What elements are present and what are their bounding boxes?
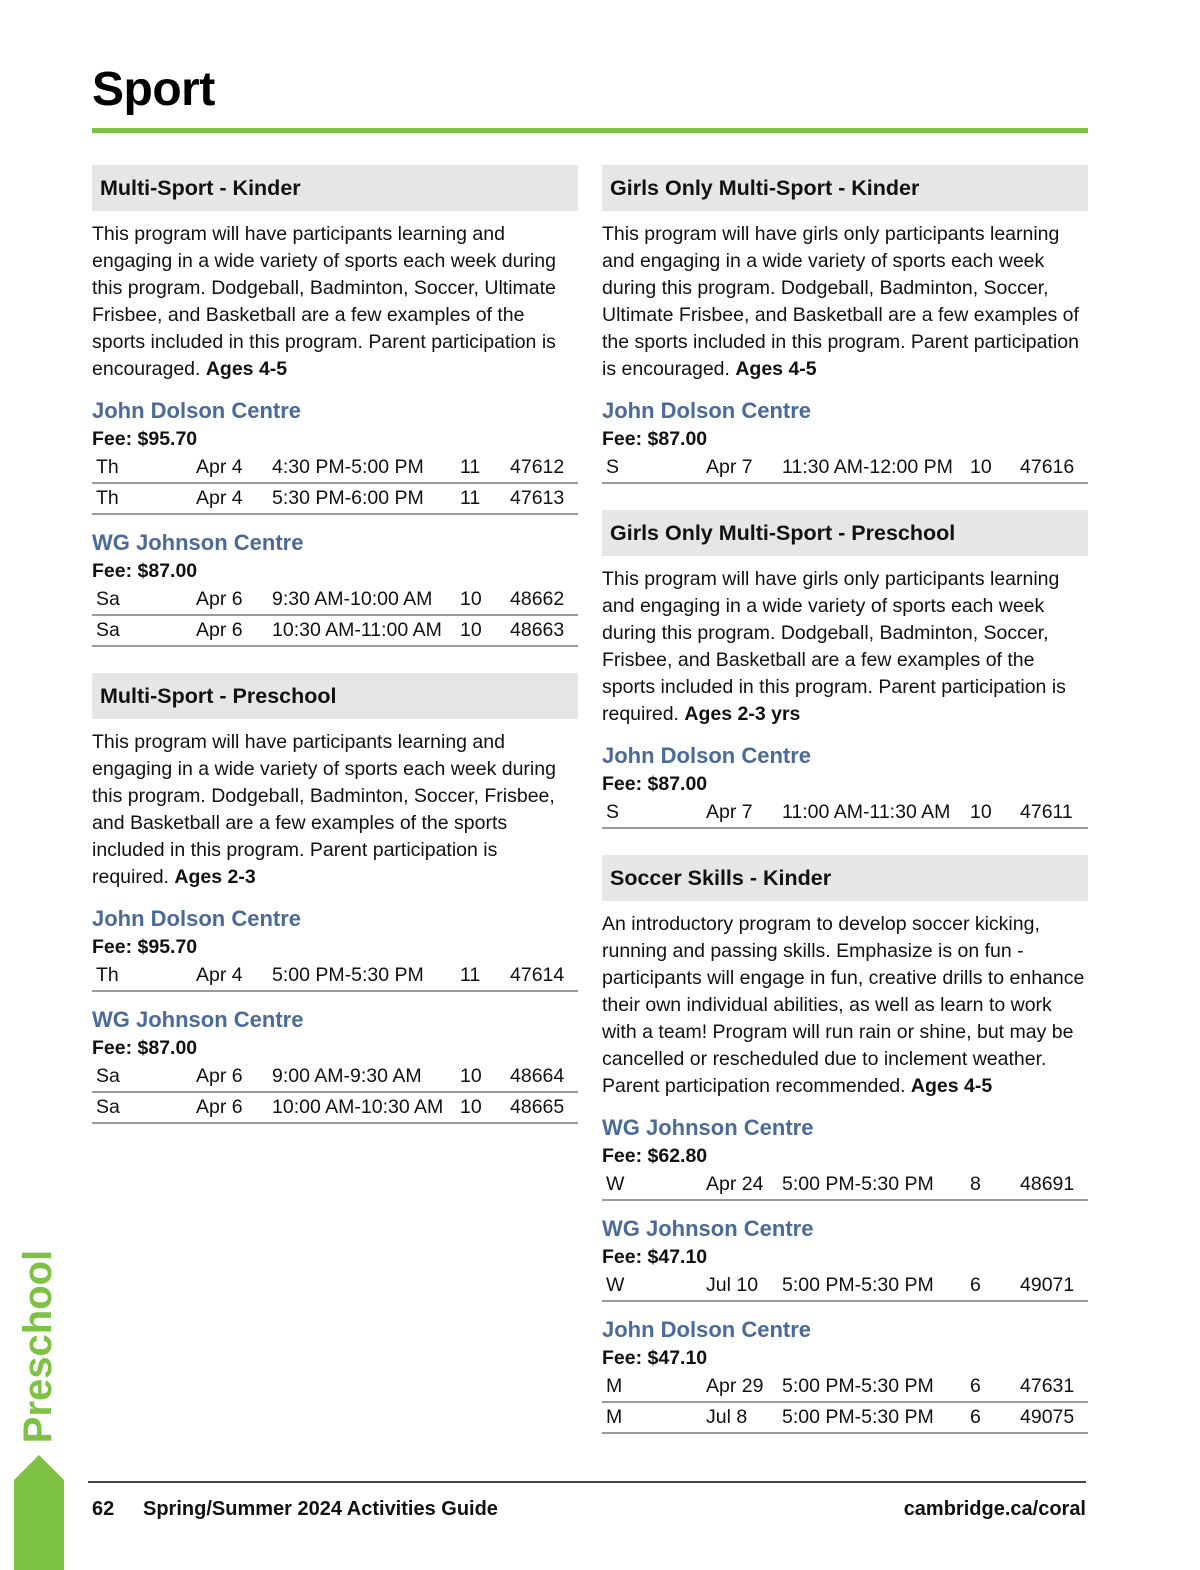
session-count: 8 [970,1170,1020,1200]
session-date: Apr 6 [196,615,272,646]
session-time: 10:00 AM-10:30 AM [272,1092,460,1123]
session-day: Sa [92,1062,196,1092]
program-description [602,566,1088,728]
session-row[interactable] [92,453,578,483]
location-fee: Fee: $47.10 [602,1347,708,1369]
location-fee: Fee: $87.00 [92,1037,198,1059]
session-time: 9:30 AM-10:00 AM [272,585,460,615]
session-date: Apr 4 [196,483,272,514]
session-row[interactable] [92,483,578,514]
session-code: 47614 [510,961,578,991]
session-row[interactable] [602,1402,1088,1433]
session-day: Sa [92,1092,196,1123]
session-count: 11 [460,453,510,483]
location-name[interactable]: WG Johnson Centre [602,1216,814,1241]
session-table [602,453,1088,484]
side-tab-label: Preschool [16,1249,61,1443]
session-date: Apr 4 [196,453,272,483]
session-date: Apr 24 [706,1170,782,1200]
session-time: 5:00 PM-5:30 PM [782,1372,970,1402]
session-table [92,585,578,647]
location-fee: Fee: $87.00 [602,773,708,795]
program-block [92,165,578,647]
program-description-text: This program will have participants learning and engaging in a wide variety of sports each week during this program. Dodgeball, Badminton, Soccer, Ultimate Frisbee, and Basketball are a few examples of the sports included in this program. Parent participation is encouraged. [92,223,556,380]
side-tab-arrow-icon [14,1455,64,1570]
session-row[interactable] [602,1170,1088,1200]
program-description [92,729,578,891]
session-code: 48664 [510,1062,578,1092]
session-date: Jul 10 [706,1271,782,1301]
session-time: 10:30 AM-11:00 AM [272,615,460,646]
location-fee: Fee: $95.70 [92,936,198,958]
location-name[interactable]: WG Johnson Centre [92,530,304,555]
program-title: Multi-Sport - Preschool [92,673,578,719]
session-count: 6 [970,1372,1020,1402]
session-count: 10 [970,453,1020,483]
session-time: 5:00 PM-5:30 PM [782,1402,970,1433]
program-spacer [92,647,578,673]
session-count: 6 [970,1402,1020,1433]
session-date: Apr 29 [706,1372,782,1402]
program-title: Girls Only Multi-Sport - Preschool [602,510,1088,556]
program-title: Girls Only Multi-Sport - Kinder [602,165,1088,211]
location-fee: Fee: $62.80 [602,1145,708,1167]
session-table [602,1170,1088,1201]
footer-page-number: 62 [92,1498,115,1520]
session-table [92,453,578,515]
program-ages: Ages 4-5 [910,1075,993,1097]
session-code: 48663 [510,615,578,646]
session-date: Apr 4 [196,961,272,991]
program-description-text: This program will have girls only participants learning and engaging in a wide variety of sports each week during this program. Dodgeball, Badminton, Soccer, Ultimate Frisbee, and Basketball are a few examples of the sports included in this program. Parent participation is encouraged. [602,223,1079,380]
location-fee: Fee: $95.70 [92,428,198,450]
session-count: 6 [970,1271,1020,1301]
session-day: Th [92,483,196,514]
session-code: 48662 [510,585,578,615]
location-fee: Fee: $87.00 [92,560,198,582]
program-ages: Ages 4-5 [735,358,817,380]
session-count: 11 [460,961,510,991]
session-code: 47612 [510,453,578,483]
session-row[interactable] [602,453,1088,483]
program-ages: Ages 2-3 [174,866,256,888]
session-count: 10 [970,798,1020,828]
location-name[interactable]: John Dolson Centre [602,398,812,423]
session-day: W [602,1170,706,1200]
session-count: 10 [460,1062,510,1092]
session-day: Sa [92,585,196,615]
location-fee: Fee: $47.10 [602,1246,708,1268]
session-count: 10 [460,585,510,615]
session-time: 9:00 AM-9:30 AM [272,1062,460,1092]
session-day: S [602,798,706,828]
session-table [602,1372,1088,1434]
session-code: 49071 [1020,1271,1088,1301]
session-code: 48691 [1020,1170,1088,1200]
session-date: Apr 6 [196,1062,272,1092]
program-description-text: This program will have girls only participants learning and engaging in a wide variety of sports each week during this program. Dodgeball, Badminton, Soccer, Frisbee, and Basketball are a few examples of the sports included in this program. Parent participation is required. [602,568,1066,725]
footer-url-link[interactable]: cambridge.ca/coral [903,1498,1086,1520]
session-count: 11 [460,483,510,514]
session-time: 11:30 AM-12:00 PM [782,453,970,483]
program-description [602,911,1088,1100]
session-date: Apr 6 [196,1092,272,1123]
program-title: Soccer Skills - Kinder [602,855,1088,901]
program-description-text: This program will have participants learning and engaging in a wide variety of sports each week during this program. Dodgeball, Badminton, Soccer, Frisbee, and Basketball are a few examples of the sports included in this program. Parent participation is required. [92,731,556,888]
location-name[interactable]: WG Johnson Centre [602,1115,814,1140]
session-row[interactable] [92,961,578,991]
session-code: 47613 [510,483,578,514]
session-row[interactable] [602,798,1088,828]
session-time: 4:30 PM-5:00 PM [272,453,460,483]
session-day: W [602,1271,706,1301]
session-row[interactable] [92,1062,578,1092]
session-day: Sa [92,615,196,646]
location-name[interactable]: John Dolson Centre [602,743,812,768]
session-code: 47611 [1020,798,1088,828]
program-spacer [602,829,1088,855]
left-column [92,165,578,1124]
location-fee: Fee: $87.00 [602,428,708,450]
program-title: Multi-Sport - Kinder [92,165,578,211]
program-description [92,221,578,383]
session-row[interactable] [602,1372,1088,1402]
session-day: Th [92,453,196,483]
footer-guide-title: Spring/Summer 2024 Activities Guide [143,1498,498,1520]
program-description-text: An introductory program to develop soccer kicking, running and passing skills. Emphasize is on fun - participants will engage in fun, creative drills to enhance their own individual abilities, as well as learn to work with a team! Program will run rain or shine, but may be cancelled or rescheduled due to inclement weather. Parent participation recommended. [602,913,1085,1097]
location-name[interactable]: John Dolson Centre [92,398,302,423]
program-ages: Ages 2-3 yrs [684,703,801,725]
side-tab-label-wrap [14,1248,64,1444]
session-time: 11:00 AM-11:30 AM [782,798,970,828]
session-count: 10 [460,615,510,646]
session-code: 49075 [1020,1402,1088,1433]
program-spacer [602,484,1088,510]
session-table [92,1062,578,1124]
right-column [602,165,1088,1434]
session-table [602,1271,1088,1302]
session-day: Th [92,961,196,991]
program-block [92,673,578,1124]
session-date: Jul 8 [706,1402,782,1433]
session-table [602,798,1088,829]
location-name[interactable]: John Dolson Centre [92,906,302,931]
session-date: Apr 7 [706,453,782,483]
session-row[interactable] [92,615,578,646]
program-description [602,221,1088,383]
footer-divider [88,1481,1086,1483]
location-name[interactable]: John Dolson Centre [602,1317,812,1342]
program-block [602,855,1088,1434]
session-time: 5:00 PM-5:30 PM [782,1271,970,1301]
session-code: 47616 [1020,453,1088,483]
session-day: M [602,1372,706,1402]
session-row[interactable] [92,585,578,615]
session-code: 48665 [510,1092,578,1123]
session-day: S [602,453,706,483]
session-count: 10 [460,1092,510,1123]
program-block [602,165,1088,484]
title-divider [92,128,1088,133]
session-date: Apr 6 [196,585,272,615]
program-ages: Ages 4-5 [205,358,288,380]
session-day: M [602,1402,706,1433]
session-time: 5:00 PM-5:30 PM [782,1170,970,1200]
session-time: 5:30 PM-6:00 PM [272,483,460,514]
session-code: 47631 [1020,1372,1088,1402]
session-row[interactable] [602,1271,1088,1301]
session-date: Apr 7 [706,798,782,828]
session-time: 5:00 PM-5:30 PM [272,961,460,991]
session-table [92,961,578,992]
location-name[interactable]: WG Johnson Centre [92,1007,304,1032]
page-title: Sport [92,63,215,116]
session-row[interactable] [92,1092,578,1123]
program-block [602,510,1088,829]
